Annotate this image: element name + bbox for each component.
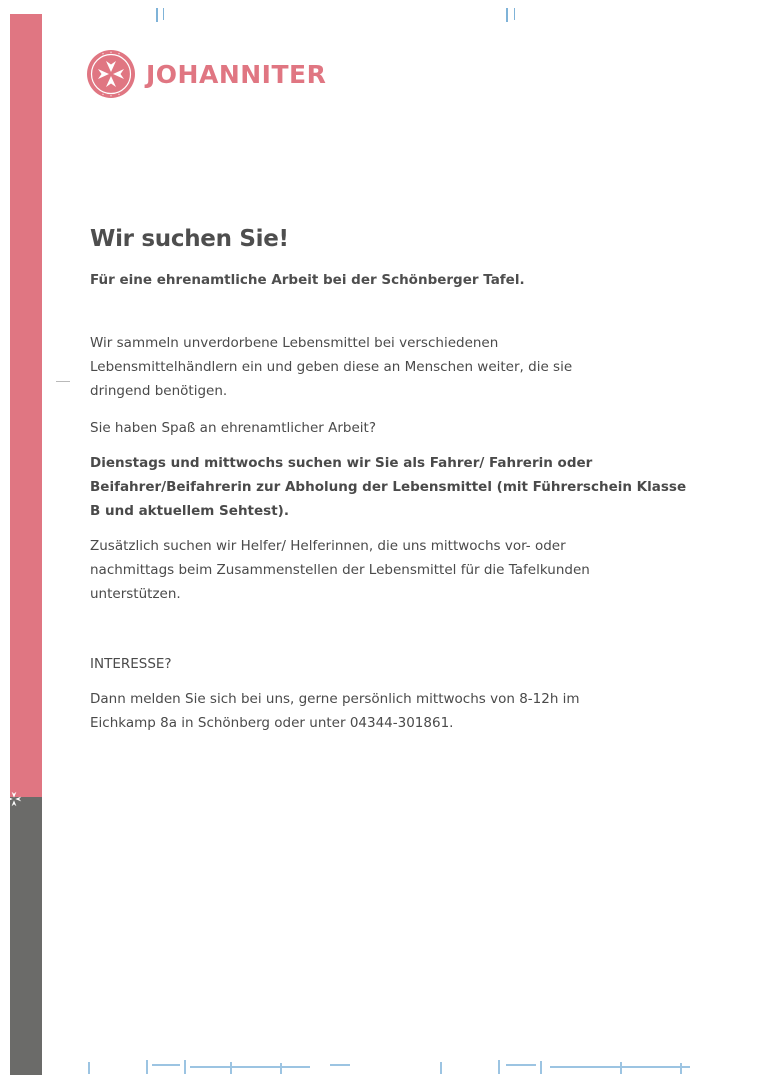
text-line: Wir sammeln unverdorbene Lebensmittel bei verschiedenen (90, 335, 499, 351)
letterhead (86, 50, 326, 98)
text-line: Lebensmittelhändlern ein und geben diese an Menschen weiter, die sie (90, 359, 573, 375)
scan-artifact (163, 8, 164, 20)
paragraph-question (90, 416, 690, 440)
text-line: dringend benötigen. (90, 383, 228, 399)
margin-mark (56, 381, 70, 382)
scan-artifact (506, 8, 508, 22)
text-line: nachmittags beim Zusammenstellen der Lebensmittel für die Tafelkunden (90, 562, 590, 578)
scan-artifact (156, 8, 158, 22)
sidebar-accent-bar (10, 14, 42, 797)
scan-artifact (514, 8, 515, 20)
text-line: Beifahrer/Beifahrerin zur Abholung der Lebensmittel (mit Führerschein Klasse (90, 479, 687, 495)
sidebar-gray-bar (10, 797, 42, 1075)
interest-heading: INTERESSE? (90, 656, 172, 672)
scan-artifact-strip (80, 1058, 720, 1076)
text-line: B und aktuellem Sehtest). (90, 503, 289, 519)
document-body (90, 226, 690, 735)
text-line: Dienstags und mittwochs suchen wir Sie als Fahrer/ Fahrerin oder (90, 455, 593, 471)
paragraph-drivers (90, 451, 690, 523)
paragraph-intro (90, 331, 690, 403)
text-line: Dann melden Sie sich bei uns, gerne persönlich mittwochs von 8-12h im (90, 691, 580, 707)
maltese-cross-icon (6, 791, 22, 807)
text-line: Zusätzlich suchen wir Helfer/ Helferinnen, die uns mittwochs vor- oder (90, 538, 566, 554)
page-subtitle: Für eine ehrenamtliche Arbeit bei der Schönberger Tafel. (90, 272, 525, 288)
text-line: Sie haben Spaß an ehrenamtlicher Arbeit? (90, 420, 376, 436)
paragraph-contact (90, 687, 690, 735)
text-line: unterstützen. (90, 586, 181, 602)
paragraph-helpers (90, 534, 690, 606)
text-line: Eichkamp 8a in Schönberg oder unter 04344-301861. (90, 715, 454, 731)
johanniter-cross-emblem-icon (86, 49, 136, 99)
page-title: Wir suchen Sie! (90, 226, 289, 252)
brand-name: JOHANNITER (146, 59, 327, 89)
